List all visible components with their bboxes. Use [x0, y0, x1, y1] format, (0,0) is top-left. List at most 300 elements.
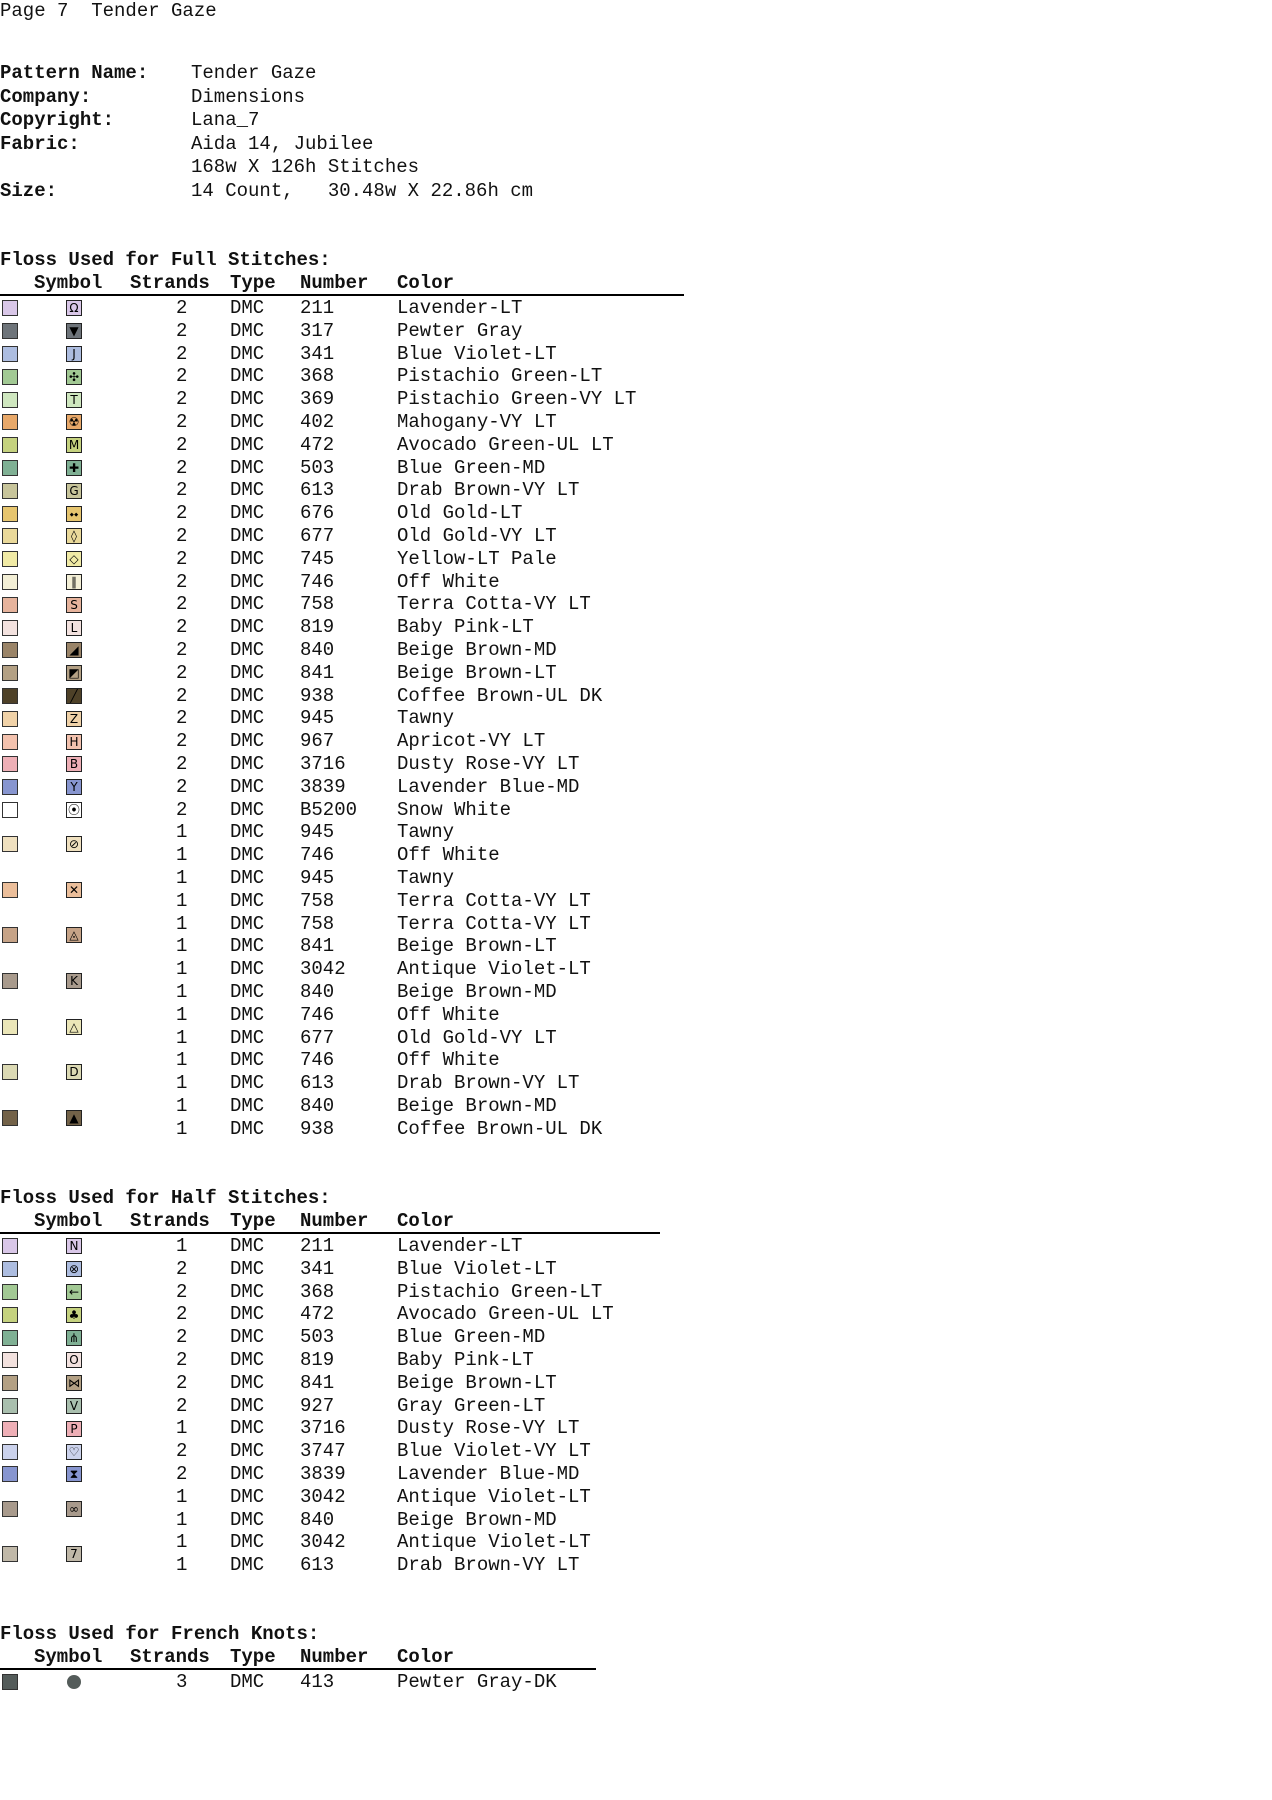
floss-number: 840 [300, 1508, 335, 1531]
floss-color-name: Pistachio Green-LT [397, 365, 603, 388]
floss-line [0, 1326, 660, 1349]
stitch-symbol: Z [66, 711, 82, 727]
floss-type: DMC [230, 1094, 265, 1117]
column-header-strands: Strands [130, 272, 210, 294]
column-header-strands: Strands [130, 1210, 210, 1232]
floss-number: 3839 [300, 1462, 346, 1485]
floss-line [0, 1118, 684, 1141]
stitch-symbol: ◩ [66, 665, 82, 681]
floss-color-name: Pewter Gray [397, 319, 523, 342]
stitch-symbol: △ [66, 1019, 82, 1035]
stitch-symbol: B [66, 756, 82, 772]
floss-number: 841 [300, 1371, 335, 1394]
column-header-number: Number [300, 1646, 369, 1668]
floss-type: DMC [230, 1440, 265, 1463]
floss-line [0, 502, 684, 525]
strands: 2 [176, 1303, 188, 1326]
floss-number: 3747 [300, 1440, 346, 1463]
strands: 2 [176, 388, 188, 411]
table-header [0, 1210, 660, 1234]
floss-type: DMC [230, 456, 265, 479]
floss-line [0, 571, 684, 594]
floss-rows [0, 1670, 596, 1694]
stitch-symbol: Y [66, 779, 82, 795]
strands: 2 [176, 1440, 188, 1463]
info-label: Fabric: [0, 132, 80, 155]
stitch-symbol: L [66, 620, 82, 636]
floss-color-name: Drab Brown-VY LT [397, 479, 580, 502]
stitch-symbol: ⧗ [66, 1466, 82, 1482]
strands: 1 [176, 1117, 188, 1140]
strands: 2 [176, 1280, 188, 1303]
stitch-symbol: K [66, 973, 82, 989]
stitch-symbol: ♡ [66, 1444, 82, 1460]
stitch-symbol: J [66, 346, 82, 362]
floss-color-name: Beige Brown-LT [397, 935, 557, 958]
floss-group [0, 821, 684, 867]
floss-section [0, 1623, 596, 1694]
floss-section [0, 1187, 660, 1577]
floss-line [0, 1004, 684, 1027]
floss-color-name: Pistachio Green-LT [397, 1280, 603, 1303]
strands: 2 [176, 410, 188, 433]
floss-line [0, 1258, 660, 1281]
info-value: Lana_7 [191, 109, 260, 131]
floss-type: DMC [230, 1117, 265, 1140]
floss-type: DMC [230, 912, 265, 935]
column-header-strands: Strands [130, 1646, 210, 1668]
column-header-type: Type [230, 1646, 276, 1668]
stitch-symbol: T [66, 392, 82, 408]
strands: 1 [176, 980, 188, 1003]
strands: 2 [176, 775, 188, 798]
floss-line [0, 365, 684, 388]
floss-number: 758 [300, 912, 335, 935]
strands: 2 [176, 297, 188, 319]
floss-line [0, 434, 684, 457]
floss-line [0, 457, 684, 480]
floss-color-name: Terra Cotta-VY LT [397, 593, 591, 616]
floss-color-name: Off White [397, 570, 500, 593]
strands: 2 [176, 684, 188, 707]
floss-type: DMC [230, 524, 265, 547]
floss-group [0, 1326, 660, 1349]
floss-type: DMC [230, 1671, 265, 1693]
floss-color-name: Antique Violet-LT [397, 1531, 591, 1554]
floss-group [0, 1671, 596, 1694]
stitch-symbol: ⋔ [66, 1330, 82, 1346]
floss-type: DMC [230, 1348, 265, 1371]
floss-type: DMC [230, 297, 265, 319]
floss-group [0, 1004, 684, 1050]
floss-number: 840 [300, 1094, 335, 1117]
strands: 2 [176, 730, 188, 753]
floss-type: DMC [230, 1326, 265, 1349]
floss-color-name: Coffee Brown-UL DK [397, 684, 603, 707]
floss-group [0, 1235, 660, 1258]
floss-line [0, 320, 684, 343]
stitch-symbol: ╱ [66, 688, 82, 704]
floss-line [0, 593, 684, 616]
floss-line [0, 548, 684, 571]
strands: 1 [176, 866, 188, 889]
strands: 1 [176, 935, 188, 958]
floss-number: 503 [300, 1326, 335, 1349]
strands: 2 [176, 707, 188, 730]
floss-number: 967 [300, 730, 335, 753]
strands: 2 [176, 638, 188, 661]
table-header [0, 1646, 596, 1670]
floss-number: 211 [300, 297, 335, 319]
floss-group [0, 411, 684, 434]
column-header-number: Number [300, 1210, 369, 1232]
floss-number: 840 [300, 638, 335, 661]
strands: 1 [176, 1094, 188, 1117]
strands: 2 [176, 752, 188, 775]
floss-color-name: Old Gold-VY LT [397, 1026, 557, 1049]
strands: 2 [176, 547, 188, 570]
strands: 2 [176, 365, 188, 388]
info-value: Dimensions [191, 85, 306, 108]
floss-line [0, 890, 684, 913]
floss-number: 413 [300, 1671, 335, 1693]
floss-group [0, 1486, 660, 1532]
floss-color-name: Dusty Rose-VY LT [397, 1417, 580, 1440]
strands: 2 [176, 616, 188, 639]
floss-type: DMC [230, 730, 265, 753]
floss-color-name: Coffee Brown-UL DK [397, 1117, 603, 1140]
floss-color-name: Beige Brown-LT [397, 661, 557, 684]
floss-group [0, 707, 684, 730]
floss-color-name: Lavender Blue-MD [397, 775, 580, 798]
floss-group [0, 776, 684, 799]
floss-number: 927 [300, 1394, 335, 1417]
strands: 1 [176, 1003, 188, 1026]
floss-color-name: Baby Pink-LT [397, 616, 534, 639]
strands: 2 [176, 524, 188, 547]
floss-line [0, 1235, 660, 1258]
floss-line [0, 479, 684, 502]
floss-group [0, 320, 684, 343]
floss-group [0, 616, 684, 639]
column-header-symbol: Symbol [34, 1646, 103, 1668]
strands: 1 [176, 1554, 188, 1577]
page-header: Page 7 Tender Gaze [0, 0, 217, 22]
stitch-symbol: ☢ [66, 414, 82, 430]
section-title: Floss Used for Half Stitches: [0, 1187, 331, 1209]
floss-type: DMC [230, 479, 265, 502]
floss-number: 938 [300, 684, 335, 707]
strands: 1 [176, 889, 188, 912]
stitch-symbol: ⬩⬩ [66, 506, 82, 522]
floss-number: 3042 [300, 958, 346, 981]
stitch-symbol: ✕ [66, 882, 82, 898]
column-header-symbol: Symbol [34, 1210, 103, 1232]
floss-line [0, 981, 684, 1004]
floss-group [0, 365, 684, 388]
floss-number: 841 [300, 661, 335, 684]
floss-line [0, 776, 684, 799]
floss-color-name: Terra Cotta-VY LT [397, 889, 591, 912]
floss-line [0, 1303, 660, 1326]
floss-group [0, 1303, 660, 1326]
floss-group [0, 1349, 660, 1372]
floss-line [0, 525, 684, 548]
floss-group [0, 685, 684, 708]
floss-line [0, 297, 684, 320]
stitch-symbol: M [66, 437, 82, 453]
column-header-type: Type [230, 272, 276, 294]
floss-line [0, 1395, 660, 1418]
strands: 1 [176, 912, 188, 935]
section-title: Floss Used for French Knots: [0, 1623, 320, 1645]
floss-line [0, 1509, 660, 1532]
floss-number: 758 [300, 889, 335, 912]
floss-number: 746 [300, 1049, 335, 1072]
floss-color-name: Old Gold-LT [397, 502, 523, 525]
floss-type: DMC [230, 798, 265, 821]
stitch-symbol: Ω [66, 300, 82, 316]
floss-number: 368 [300, 365, 335, 388]
floss-color-name: Beige Brown-MD [397, 638, 557, 661]
strands: 1 [176, 1235, 188, 1257]
floss-color-name: Tawny [397, 866, 455, 889]
floss-number: 369 [300, 388, 335, 411]
floss-color-name: Dusty Rose-VY LT [397, 752, 580, 775]
stitch-symbol: ∞ [66, 1501, 82, 1517]
floss-number: 3716 [300, 1417, 346, 1440]
floss-color-name: Drab Brown-VY LT [397, 1072, 580, 1095]
floss-color-name: Off White [397, 1049, 500, 1072]
floss-number: 503 [300, 456, 335, 479]
floss-color-name: Lavender-LT [397, 297, 523, 319]
floss-line [0, 1417, 660, 1440]
floss-rows [0, 296, 684, 1140]
floss-line [0, 958, 684, 981]
floss-line [0, 1072, 684, 1095]
floss-line [0, 1372, 660, 1395]
floss-type: DMC [230, 935, 265, 958]
floss-color-name: Blue Green-MD [397, 456, 546, 479]
floss-line [0, 1440, 660, 1463]
floss-color-name: Lavender-LT [397, 1235, 523, 1257]
floss-group [0, 343, 684, 366]
floss-color-name: Apricot-VY LT [397, 730, 546, 753]
strands: 2 [176, 1371, 188, 1394]
floss-type: DMC [230, 1531, 265, 1554]
column-header-color: Color [397, 1646, 455, 1668]
floss-line [0, 1349, 660, 1372]
stitch-symbol: ✚ [66, 460, 82, 476]
floss-number: 746 [300, 570, 335, 593]
floss-type: DMC [230, 1280, 265, 1303]
floss-group [0, 958, 684, 1004]
floss-type: DMC [230, 593, 265, 616]
strands: 3 [176, 1671, 188, 1693]
floss-line [0, 1049, 684, 1072]
floss-number: 368 [300, 1280, 335, 1303]
info-label: Company: [0, 85, 92, 108]
floss-color-name: Lavender Blue-MD [397, 1462, 580, 1485]
floss-type: DMC [230, 1003, 265, 1026]
floss-type: DMC [230, 821, 265, 844]
column-header-number: Number [300, 272, 369, 294]
floss-color-name: Drab Brown-VY LT [397, 1554, 580, 1577]
floss-number: 341 [300, 342, 335, 365]
floss-number: 677 [300, 524, 335, 547]
floss-type: DMC [230, 410, 265, 433]
floss-group [0, 639, 684, 662]
floss-number: 677 [300, 1026, 335, 1049]
floss-group [0, 730, 684, 753]
floss-type: DMC [230, 684, 265, 707]
floss-color-name: Terra Cotta-VY LT [397, 912, 591, 935]
floss-line [0, 799, 684, 822]
floss-group [0, 525, 684, 548]
floss-type: DMC [230, 1462, 265, 1485]
floss-group [0, 1258, 660, 1281]
stitch-symbol: ▼ [66, 323, 82, 339]
floss-color-name: Off White [397, 844, 500, 867]
floss-type: DMC [230, 319, 265, 342]
floss-number: 341 [300, 1257, 335, 1280]
floss-line [0, 1095, 684, 1118]
floss-group [0, 867, 684, 913]
info-label: Size: [0, 179, 58, 202]
floss-group [0, 1531, 660, 1577]
floss-group [0, 593, 684, 616]
floss-line [0, 1554, 660, 1577]
floss-number: 819 [300, 1348, 335, 1371]
floss-line [0, 1463, 660, 1486]
floss-group [0, 297, 684, 320]
strands: 2 [176, 479, 188, 502]
strands: 2 [176, 1326, 188, 1349]
floss-group [0, 1049, 684, 1095]
floss-type: DMC [230, 707, 265, 730]
floss-color-name: Beige Brown-MD [397, 980, 557, 1003]
stitch-symbol: G [66, 483, 82, 499]
floss-group [0, 434, 684, 457]
info-value: 168w X 126h Stitches [191, 156, 420, 178]
stitch-symbol: ⊗ [66, 1261, 82, 1277]
floss-number: 676 [300, 502, 335, 525]
stitch-symbol: ◊ [66, 528, 82, 544]
column-header-color: Color [397, 272, 455, 294]
strands: 1 [176, 1417, 188, 1440]
floss-line [0, 1281, 660, 1304]
floss-section [0, 249, 684, 1140]
floss-group [0, 388, 684, 411]
stitch-symbol: P [66, 1421, 82, 1437]
column-header-type: Type [230, 1210, 276, 1232]
strands: 2 [176, 798, 188, 821]
floss-group [0, 1395, 660, 1418]
floss-type: DMC [230, 1257, 265, 1280]
floss-number: 945 [300, 821, 335, 844]
floss-number: 746 [300, 1003, 335, 1026]
floss-line [0, 753, 684, 776]
strands: 2 [176, 1348, 188, 1371]
strands: 1 [176, 958, 188, 981]
floss-number: 819 [300, 616, 335, 639]
floss-group [0, 1463, 660, 1486]
floss-color-name: Gray Green-LT [397, 1394, 546, 1417]
floss-color-name: Blue Violet-LT [397, 342, 557, 365]
info-label: Copyright: [0, 109, 115, 131]
floss-color-name: Beige Brown-MD [397, 1508, 557, 1531]
floss-type: DMC [230, 1554, 265, 1577]
floss-number: 472 [300, 433, 335, 456]
floss-type: DMC [230, 844, 265, 867]
stitch-symbol: ⊘ [66, 836, 82, 852]
info-label: Pattern Name: [0, 62, 149, 84]
stitch-symbol: D [66, 1064, 82, 1080]
floss-number: 317 [300, 319, 335, 342]
stitch-symbol: ⦿ [67, 802, 80, 817]
floss-number: 3042 [300, 1485, 346, 1508]
floss-number: 613 [300, 1072, 335, 1095]
stitch-symbol: S [66, 597, 82, 613]
floss-type: DMC [230, 1072, 265, 1095]
floss-number: 3716 [300, 752, 346, 775]
strands: 2 [176, 1257, 188, 1280]
floss-type: DMC [230, 547, 265, 570]
floss-line [0, 388, 684, 411]
floss-line [0, 343, 684, 366]
floss-color-name: Blue Violet-LT [397, 1257, 557, 1280]
strands: 1 [176, 1072, 188, 1095]
stitch-symbol: ◬ [66, 927, 82, 943]
stitch-symbol: 7 [66, 1546, 82, 1562]
floss-color-name: Blue Green-MD [397, 1326, 546, 1349]
stitch-symbol: ◇ [66, 551, 82, 567]
stitch-symbol: N [66, 1238, 82, 1254]
stitch-symbol: ✣ [66, 369, 82, 385]
floss-line [0, 411, 684, 434]
strands: 2 [176, 433, 188, 456]
floss-number: 841 [300, 935, 335, 958]
strands: 1 [176, 1531, 188, 1554]
floss-number: 3839 [300, 775, 346, 798]
floss-group [0, 1095, 684, 1141]
floss-number: 613 [300, 1554, 335, 1577]
floss-line [0, 935, 684, 958]
stitch-symbol: ⋈ [68, 1376, 80, 1391]
floss-number: 211 [300, 1235, 335, 1257]
stitch-symbol: H [66, 734, 82, 750]
floss-group [0, 502, 684, 525]
floss-number: 613 [300, 479, 335, 502]
floss-group [0, 799, 684, 822]
strands: 2 [176, 1462, 188, 1485]
strands: 2 [176, 456, 188, 479]
floss-group [0, 662, 684, 685]
floss-number: 938 [300, 1117, 335, 1140]
stitch-symbol: V [66, 1398, 82, 1414]
floss-type: DMC [230, 433, 265, 456]
column-header-symbol: Symbol [34, 272, 103, 294]
strands: 1 [176, 1508, 188, 1531]
floss-line [0, 1531, 660, 1554]
floss-line [0, 662, 684, 685]
floss-group [0, 913, 684, 959]
stitch-symbol: ▲ [66, 1110, 82, 1126]
floss-color-name: Snow White [397, 798, 512, 821]
floss-color-name: Mahogany-VY LT [397, 410, 557, 433]
floss-line [0, 707, 684, 730]
stitch-symbol: ∥ [66, 574, 82, 590]
